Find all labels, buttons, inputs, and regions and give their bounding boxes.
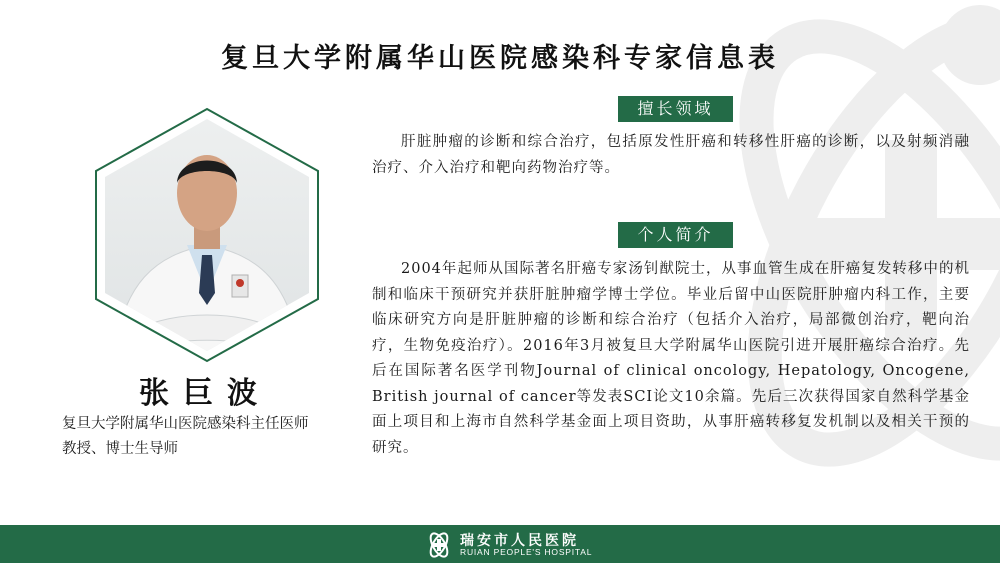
footer-logo	[424, 530, 593, 560]
section-label-bio: 个人简介	[618, 222, 733, 248]
affiliation-line-2: 教授、博士生导师	[62, 441, 178, 457]
doctor-name: 张巨波	[139, 376, 271, 411]
section-label-expertise: 擅长领域	[618, 96, 733, 122]
footer-hospital-cn: 瑞安市人民医院	[460, 533, 579, 549]
affiliation-line-1: 复旦大学附属华山医院感染科主任医师	[62, 416, 309, 432]
doctor-portrait-photo	[82, 105, 332, 365]
hospital-logo-icon	[424, 530, 454, 560]
expertise-text: 肝脏肿瘤的诊断和综合治疗，包括原发性肝癌和转移性肝癌的诊断，以及射频消融治疗、介入治疗和靶向药物治疗等。	[372, 134, 970, 176]
bio-text: 2004年起师从国际著名肝癌专家汤钊猷院士，从事血管生成在肝癌复发转移中的机制和临床干预研究并获肝脏肿瘤学博士学位。毕业后留中山医院肝肿瘤内科工作，主要临床研究方向是肝脏肿瘤的诊断和综合治疗（包括介入治疗，局部微创治疗，靶向治疗，生物免疫治疗）。2016年3月被复旦大学附属华山医院引进开展肝癌综合治疗。先后在国际著名医学刊物Journal of clinical oncology, Hepatology, Oncogene, British journal of cancer等发表SCI论文10余篇。先后三次获得国家自然科学基金面上项目和上海市自然科学基金面上项目资助，从事肝癌转移复发机制以及相关干预的研究。	[372, 261, 970, 456]
footer-hospital-en: RUIAN PEOPLE'S HOSPITAL	[460, 547, 593, 557]
doctor-affiliation	[62, 412, 362, 462]
page-title: 复旦大学附属华山医院感染科专家信息表	[221, 43, 779, 74]
footer-bar	[0, 525, 1000, 563]
